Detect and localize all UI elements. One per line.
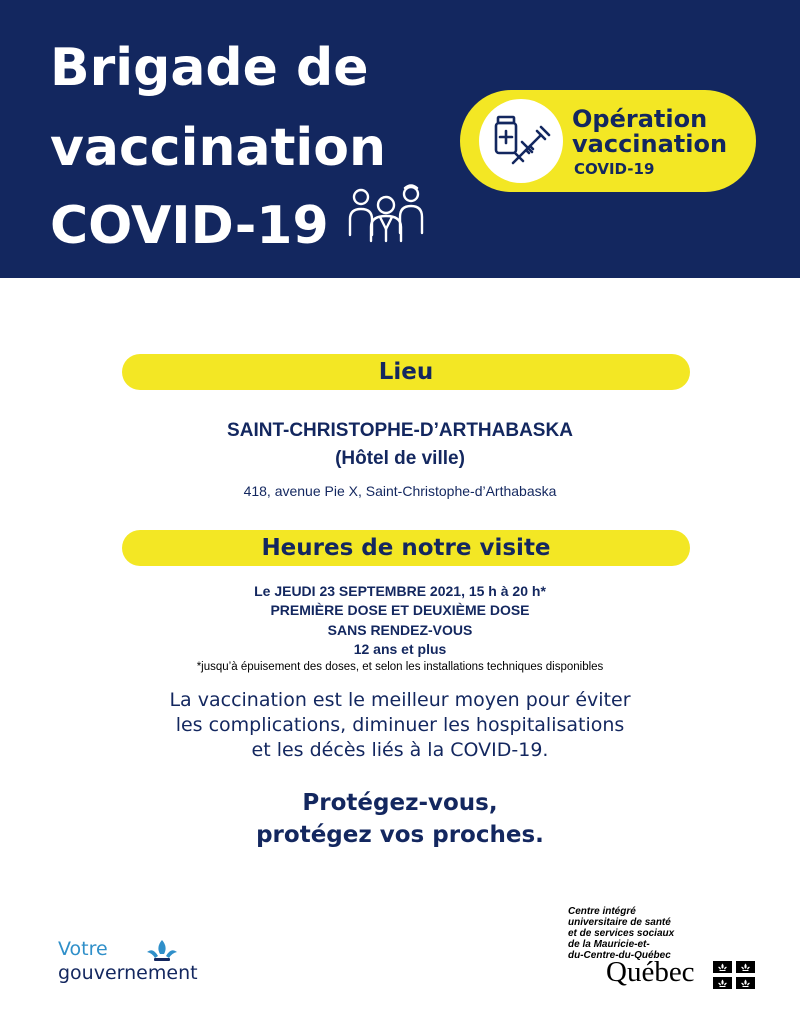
fleur-de-lis-icon <box>144 938 180 964</box>
location-building: (Hôtel de ville) <box>335 448 465 469</box>
quebec-flag-icon <box>713 961 755 989</box>
dose-info: PREMIÈRE DOSE ET DEUXIÈME DOSE <box>270 602 530 618</box>
no-appointment: SANS RENDEZ-VOUS <box>327 622 473 638</box>
visit-date: Le JEUDI 23 SEPTEMBRE 2021, 15 h à 20 h* <box>254 583 546 599</box>
title-line-2: vaccination <box>50 118 386 178</box>
badge-line-3: COVID-19 <box>574 160 655 178</box>
vaccine-vial-syringe-icon <box>489 109 553 173</box>
ciusss-line-2: universitaire de santé <box>568 917 671 928</box>
ciusss-text <box>568 906 768 961</box>
hours-heading: Heures de notre visite <box>122 530 690 566</box>
message-line-1: La vaccination est le meilleur moyen pour éviter <box>169 689 631 711</box>
vaccine-badge-circle <box>479 99 563 183</box>
badge-line-1: Opération <box>572 105 708 133</box>
location-address: 418, avenue Pie X, Saint-Christophe-d’Arthabaska <box>243 483 557 499</box>
medical-team-icon <box>347 183 427 243</box>
votre-gouvernement-logo <box>58 938 228 990</box>
slogan-line-2: protégez vos proches. <box>256 822 544 848</box>
header-banner <box>0 0 800 278</box>
footnote: *jusqu’à épuisement des doses, et selon les installations techniques disponibles <box>196 661 604 673</box>
quebec-wordmark: Québec <box>606 956 695 988</box>
message-line-3: et les décès liés à la COVID-19. <box>251 739 549 761</box>
message-line-2: les complications, diminuer les hospitalisations <box>175 714 625 736</box>
lieu-heading: Lieu <box>122 354 690 390</box>
gouvernement-text: gouvernement <box>58 962 198 984</box>
operation-vaccination-badge <box>460 90 756 192</box>
slogan-line-1: Protégez-vous, <box>302 790 498 816</box>
ciusss-line-1: Centre intégré <box>568 906 636 917</box>
ciusss-line-5: du-Centre-du-Québec <box>568 950 671 961</box>
votre-text: Votre <box>58 938 108 960</box>
location-name: SAINT-CHRISTOPHE-D’ARTHABASKA <box>227 420 573 441</box>
ciusss-line-4: de la Mauricie-et- <box>568 939 650 950</box>
badge-line-2: vaccination <box>572 130 728 158</box>
ciusss-line-3: et de services sociaux <box>568 928 675 939</box>
title-line-3: COVID-19 <box>50 196 329 256</box>
title-line-1: Brigade de <box>50 38 369 98</box>
age-requirement: 12 ans et plus <box>353 641 447 657</box>
